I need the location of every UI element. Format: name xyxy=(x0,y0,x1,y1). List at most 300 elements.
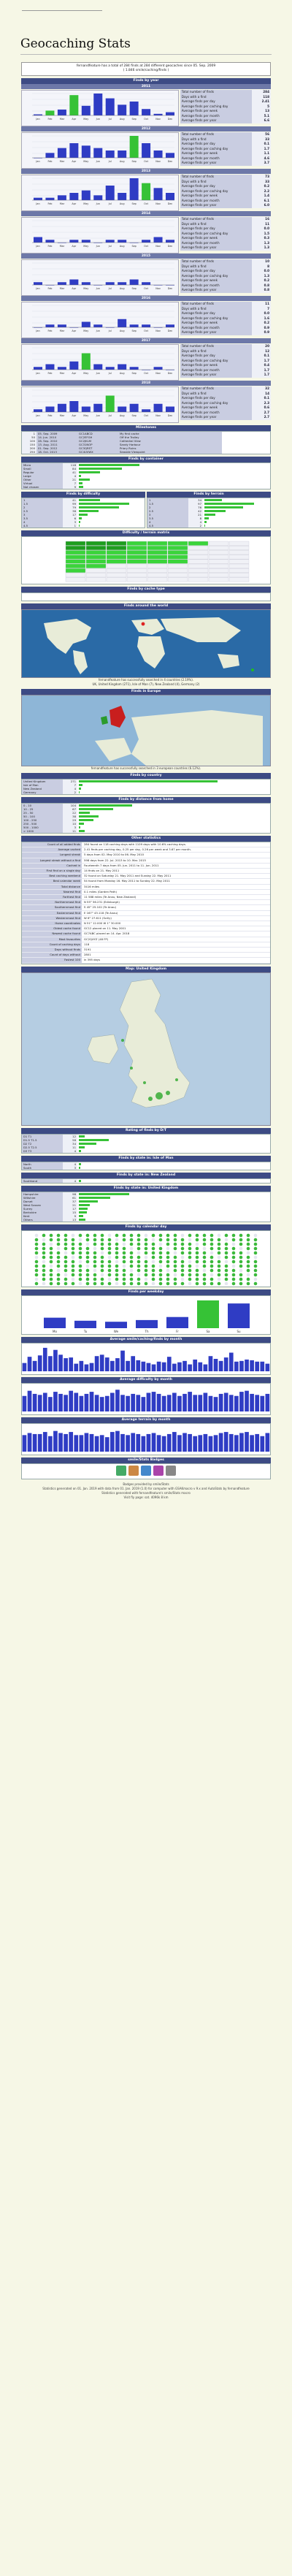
calendar-dot xyxy=(57,1273,61,1276)
state-nz-table xyxy=(21,1178,271,1184)
badges-strip xyxy=(21,1463,271,1479)
avg-bar xyxy=(214,1435,218,1452)
calendar-dot xyxy=(210,1233,214,1237)
badge-icon[interactable] xyxy=(141,1466,151,1476)
month-label: Apr xyxy=(72,160,77,163)
month-label: Feb xyxy=(47,245,53,248)
calendar-dot xyxy=(174,1251,177,1254)
other-row xyxy=(22,842,270,847)
avg-bar xyxy=(142,1361,146,1371)
dt-cell xyxy=(66,555,85,560)
month-label: Dec xyxy=(167,245,173,248)
calendar-dot xyxy=(72,1251,75,1254)
avg-diff-header: Average difficulty by month xyxy=(21,1377,271,1383)
weekday-label: Mo xyxy=(53,1329,57,1333)
calendar-dot xyxy=(108,1273,112,1276)
dt-cell xyxy=(229,555,249,560)
year-bar xyxy=(45,240,54,243)
calendar-dot xyxy=(130,1255,134,1259)
calendar-dot xyxy=(232,1264,236,1268)
calendar-dot xyxy=(239,1281,243,1285)
dt-cell xyxy=(168,568,188,573)
month-label: Nov xyxy=(155,414,161,417)
weekday-label: Sa xyxy=(206,1329,210,1333)
calendar-dot xyxy=(152,1238,155,1241)
calendar-dot xyxy=(86,1255,90,1259)
calendar-dot xyxy=(247,1277,250,1281)
avg-bar xyxy=(105,1395,110,1411)
milestones-table xyxy=(21,431,271,454)
stat-label: Average finds per day xyxy=(180,269,252,274)
calendar-dot xyxy=(210,1281,214,1285)
row-value: 1 xyxy=(63,524,77,527)
stat-label: Average finds per year xyxy=(180,373,252,378)
other-value: 32 found on Saturday 21. May 2011 and Sunday 22. May 2011 xyxy=(84,874,172,878)
row-value: 3 xyxy=(63,520,77,524)
avg-bar xyxy=(110,1361,115,1371)
stat-row xyxy=(180,288,271,293)
avg-bar xyxy=(234,1361,239,1371)
other-label: Fastest 100 xyxy=(22,958,82,962)
calendar-dot xyxy=(86,1268,90,1272)
calendar-dot xyxy=(174,1246,177,1250)
other-value: 3191 xyxy=(84,948,91,952)
row-value: 6 xyxy=(63,517,77,520)
row-label: Germany xyxy=(22,790,63,794)
calendar-dot xyxy=(239,1246,243,1250)
avg-bar xyxy=(115,1430,120,1451)
calendar-dot xyxy=(35,1233,39,1237)
calendar-dot xyxy=(181,1268,185,1272)
badge-icon[interactable] xyxy=(128,1466,139,1476)
other-row xyxy=(22,953,270,958)
avg-bar xyxy=(28,1357,32,1371)
dt-cell xyxy=(86,560,106,564)
month-label: Jan xyxy=(36,329,40,332)
stat-value: 7 xyxy=(252,307,271,312)
year-bar xyxy=(118,407,126,413)
avg-bar xyxy=(95,1395,99,1411)
year-bar xyxy=(142,282,150,285)
calendar-dot xyxy=(247,1233,250,1237)
year-panels xyxy=(21,84,271,423)
calendar-dot xyxy=(159,1281,163,1285)
row-bar xyxy=(79,503,129,505)
calendar-dot xyxy=(218,1251,221,1254)
year-bar xyxy=(82,322,91,328)
calendar-dot xyxy=(72,1264,75,1268)
calendar-dot xyxy=(50,1264,53,1268)
calendar-dot xyxy=(210,1273,214,1276)
other-label: Northernmost find xyxy=(22,900,82,904)
calendar-dot xyxy=(188,1242,192,1246)
calendar-dot xyxy=(225,1233,228,1237)
month-label: Mar xyxy=(59,372,65,375)
badge-icon[interactable] xyxy=(166,1466,176,1476)
distance-table xyxy=(21,803,271,834)
row-label: D3 T3 xyxy=(22,1149,63,1153)
row-label: 2.5 xyxy=(22,509,63,513)
other-value: GC7ABC placed on 14. Apr. 2018 xyxy=(84,931,130,936)
calendar-dot xyxy=(115,1255,119,1259)
avg-bar xyxy=(64,1434,68,1452)
year-bar xyxy=(82,282,91,285)
calendar-dot xyxy=(137,1251,141,1254)
other-value: 3416 miles xyxy=(84,884,99,888)
year-bar xyxy=(45,110,54,115)
avg-terr-chart xyxy=(21,1423,271,1455)
calendar-dot xyxy=(123,1273,126,1276)
stat-label: Average finds per day xyxy=(180,184,252,189)
calendar-dot xyxy=(79,1268,82,1272)
year-bar xyxy=(34,409,42,412)
stat-label: Average finds per week xyxy=(180,194,252,199)
weekday-label: Tu xyxy=(83,1329,88,1333)
stat-label: Average finds per week xyxy=(180,151,252,156)
calendar-dot xyxy=(57,1277,61,1281)
row-bar xyxy=(79,791,80,793)
calendar-dot xyxy=(50,1233,53,1237)
calendar-dot xyxy=(218,1233,221,1237)
dt-cell xyxy=(229,560,249,564)
month-label: Jan xyxy=(36,202,40,205)
calendar-dot xyxy=(72,1246,75,1250)
month-label: Jul xyxy=(108,202,112,205)
avg-bar xyxy=(193,1395,197,1411)
stat-row xyxy=(180,415,271,420)
year-stats xyxy=(180,90,271,126)
month-label: Apr xyxy=(72,329,77,332)
avg-bar xyxy=(126,1395,130,1411)
month-label: Jul xyxy=(108,160,112,163)
calendar-dot xyxy=(137,1268,141,1272)
calendar-dot xyxy=(203,1264,207,1268)
avg-bar xyxy=(80,1435,84,1452)
calendar-dot xyxy=(115,1277,119,1281)
calendar-dot xyxy=(166,1264,170,1268)
stat-label: Average finds per day xyxy=(180,99,252,104)
calendar-dot xyxy=(57,1264,61,1268)
avg-bar xyxy=(28,1433,32,1452)
cache-type-strip xyxy=(21,592,271,601)
month-label: Dec xyxy=(167,202,173,205)
row-bar xyxy=(79,521,80,523)
row-label: D2.5 T2.5 xyxy=(22,1146,63,1149)
avg-bar xyxy=(38,1434,42,1452)
year-bar xyxy=(34,198,42,200)
calendar-dot xyxy=(86,1277,90,1281)
year-bar xyxy=(142,109,150,115)
calendar-dot xyxy=(196,1268,199,1272)
table-row xyxy=(22,790,270,794)
container-table xyxy=(21,462,271,489)
calendar-dot xyxy=(254,1255,258,1259)
dt-cell xyxy=(86,568,106,573)
calendar-dot xyxy=(50,1242,53,1246)
month-label: Jan xyxy=(36,287,40,290)
year-chart-svg xyxy=(22,91,177,124)
month-label: Jun xyxy=(96,202,100,205)
calendar-dot xyxy=(196,1281,199,1285)
row-bar xyxy=(79,510,99,512)
calendar-dot xyxy=(210,1260,214,1263)
avg-bar xyxy=(162,1362,166,1371)
year-chart xyxy=(21,90,179,126)
year-bar xyxy=(93,148,102,158)
calendar-dot xyxy=(174,1277,177,1281)
calendar-dot xyxy=(166,1268,170,1272)
dt-cell xyxy=(147,550,167,555)
calendar-dot xyxy=(108,1268,112,1272)
row-bar xyxy=(79,517,82,519)
dt-cell xyxy=(107,546,126,550)
calendar-dot xyxy=(108,1246,112,1250)
stat-row xyxy=(180,330,271,335)
avg-bar xyxy=(204,1392,208,1411)
year-stats xyxy=(180,132,271,169)
row-label: Hampshire xyxy=(22,1192,63,1196)
row-label: 3 xyxy=(147,513,188,517)
row-value: 41 xyxy=(63,498,77,502)
dt-cell xyxy=(107,541,126,546)
row-label: 500 - 1000 xyxy=(22,826,63,829)
calendar-dot xyxy=(130,1273,134,1276)
calendar-dot xyxy=(232,1277,236,1281)
stat-value: 2.7 xyxy=(252,415,271,420)
calendar-dot xyxy=(188,1233,192,1237)
calendar-dot xyxy=(101,1238,104,1241)
row-value: 67 xyxy=(63,807,77,811)
calendar-dot xyxy=(174,1238,177,1241)
year-stats xyxy=(180,259,271,296)
badge-icon[interactable] xyxy=(116,1466,126,1476)
year-bar xyxy=(130,404,139,412)
milestone-cell: Sandy Harbour xyxy=(118,443,222,446)
other-label: Longest streak xyxy=(22,853,82,857)
europe-map-svg xyxy=(22,696,270,766)
stat-label: Average finds per week xyxy=(180,109,252,114)
milestone-cell: Cathedral View xyxy=(118,439,222,443)
row-label: Kent xyxy=(22,1214,63,1218)
calendar-dot xyxy=(247,1273,250,1276)
dt-cell xyxy=(107,550,126,555)
dt-cell xyxy=(107,564,126,568)
footer-line-4: Visit fly page: sat. 4096k 8 km xyxy=(123,1495,169,1499)
row-label: Surrey xyxy=(22,1207,63,1211)
avg-bar xyxy=(53,1349,58,1371)
calendar-dot xyxy=(145,1246,148,1250)
calendar-dot xyxy=(218,1260,221,1263)
calendar-dot xyxy=(130,1281,134,1285)
calendar-grid xyxy=(21,1230,271,1287)
year-block xyxy=(21,259,271,296)
stat-value: 2.3 xyxy=(252,401,271,406)
other-value: 14 finds on 21. May 2011 xyxy=(84,869,120,873)
row-label: D1 T1 xyxy=(22,1135,63,1138)
avg-bar xyxy=(131,1433,135,1452)
calendar-dot xyxy=(210,1238,214,1241)
year-bar xyxy=(130,102,139,115)
calendar-dot xyxy=(225,1242,228,1246)
year-subheader: 2013 xyxy=(21,169,271,174)
avg-bar xyxy=(224,1392,228,1411)
avg-bar xyxy=(136,1395,140,1411)
stat-label: Average finds per year xyxy=(180,330,252,335)
calendar-dot xyxy=(225,1268,228,1272)
calendar-dot xyxy=(64,1246,68,1250)
other-row xyxy=(22,931,270,937)
dt-cell xyxy=(66,564,85,568)
milestone-cell: GC31NOP xyxy=(77,443,118,446)
weekday-label: Th xyxy=(145,1329,149,1333)
year-bar xyxy=(45,365,54,370)
year-subheader: 2015 xyxy=(21,254,271,259)
stat-value: 56 xyxy=(252,132,271,137)
stat-label: Average finds per caching day xyxy=(180,189,252,194)
avg-bar xyxy=(147,1434,151,1452)
stat-value: 5 xyxy=(252,104,271,110)
row-value: 3 xyxy=(63,826,77,829)
calendar-dot xyxy=(254,1242,258,1246)
stat-value: 118 xyxy=(252,95,271,100)
calendar-dot xyxy=(137,1277,141,1281)
calendar-dot xyxy=(159,1246,163,1250)
calendar-dot xyxy=(35,1268,39,1272)
stat-label: Total number of finds xyxy=(180,302,252,307)
calendar-dot xyxy=(239,1260,243,1263)
avg-bar xyxy=(147,1363,151,1371)
calendar-dot xyxy=(254,1264,258,1268)
dt-cell xyxy=(188,550,208,555)
month-label: Sep xyxy=(131,372,137,375)
other-label: Best calendar week xyxy=(22,879,82,883)
month-label: Feb xyxy=(47,202,53,205)
calendar-dot xyxy=(152,1281,155,1285)
dt-cell xyxy=(209,541,228,546)
other-label: Newest cache found xyxy=(22,931,82,936)
month-label: Jan xyxy=(36,245,40,248)
avg-bar xyxy=(239,1361,244,1371)
month-label: May xyxy=(83,287,89,290)
dt-cell xyxy=(127,564,147,568)
calendar-dot xyxy=(181,1277,185,1281)
calendar-dot xyxy=(188,1255,192,1259)
calendar-dot xyxy=(108,1260,112,1263)
month-label: Jun xyxy=(96,329,100,332)
calendar-dot xyxy=(50,1255,53,1259)
dt-matrix-header: Difficulty / terrain matrix xyxy=(21,530,271,536)
month-label: Mar xyxy=(59,414,65,417)
avg-bar xyxy=(229,1395,234,1411)
row-label: > 1000 xyxy=(22,829,63,833)
calendar-dot xyxy=(130,1264,134,1268)
month-label: Oct xyxy=(144,372,149,375)
calendar-dot xyxy=(108,1251,112,1254)
dt-cell xyxy=(147,568,167,573)
stat-value: 2.2 xyxy=(252,189,271,194)
stat-value: 6.1 xyxy=(252,199,271,204)
dt-cell xyxy=(168,560,188,564)
dt-cell xyxy=(127,555,147,560)
avg-bar xyxy=(209,1436,213,1451)
stat-label: Average finds per week xyxy=(180,363,252,368)
row-value: 4 xyxy=(63,474,77,478)
month-label: Jan xyxy=(36,372,40,375)
stat-value: 0.1 xyxy=(252,396,271,401)
row-value: 84 xyxy=(63,467,77,470)
avg-bar xyxy=(157,1435,161,1452)
dt-cell xyxy=(107,578,126,582)
month-label: Apr xyxy=(72,245,77,248)
calendar-dot xyxy=(86,1246,90,1250)
stat-label: Days with a find xyxy=(180,392,252,397)
avg-bar xyxy=(266,1394,270,1411)
other-label: Oldest cache found xyxy=(22,926,82,931)
stat-value: 0.1 xyxy=(252,142,271,147)
calendar-dot xyxy=(218,1246,221,1250)
row-value: 9 xyxy=(63,485,77,489)
avg-bar xyxy=(204,1364,208,1371)
calendar-dot xyxy=(93,1268,97,1272)
dt-cell xyxy=(107,560,126,564)
dt-cell xyxy=(168,578,188,582)
year-chart xyxy=(21,132,179,169)
uk-map-header: Map: United Kingdom xyxy=(21,967,271,972)
month-label: Jul xyxy=(108,414,112,417)
world-caption: fernandfeature has successfully searched in 4 countries (2.19%). xyxy=(98,678,194,682)
badge-icon[interactable] xyxy=(153,1466,164,1476)
table-row xyxy=(147,524,270,527)
avg-bar xyxy=(266,1363,270,1371)
calendar-dot xyxy=(254,1238,258,1241)
year-bar xyxy=(93,94,102,115)
other-row xyxy=(22,937,270,942)
year-bar xyxy=(34,237,42,243)
avg-bar xyxy=(157,1361,161,1371)
avg-bar xyxy=(182,1361,187,1371)
calendar-dot xyxy=(93,1233,97,1237)
stat-label: Days with a find xyxy=(180,180,252,185)
dt-cell xyxy=(188,568,208,573)
calendar-dot xyxy=(247,1242,250,1246)
avg-bar xyxy=(219,1361,223,1371)
stat-value: 0.2 xyxy=(252,184,271,189)
other-value: 598 days from 22. Jul. 2013 to 10. Mar. 2015 xyxy=(84,858,146,862)
year-bar xyxy=(118,150,126,158)
dt-cell xyxy=(229,573,249,577)
year-chart-svg xyxy=(22,387,177,421)
avg-bar xyxy=(182,1394,187,1411)
row-label: 3 xyxy=(22,513,63,517)
year-bar xyxy=(58,282,66,285)
state-uk-table xyxy=(21,1192,271,1222)
stat-row xyxy=(180,373,271,378)
dt-cell xyxy=(209,564,228,568)
calendar-dot xyxy=(86,1238,90,1241)
month-label: Aug xyxy=(119,202,125,205)
calendar-dot xyxy=(166,1233,170,1237)
avg-bar xyxy=(172,1392,177,1411)
stat-label: Total number of finds xyxy=(180,90,252,95)
calendar-dot xyxy=(130,1260,134,1263)
stat-value: 33 xyxy=(252,137,271,142)
dt-cell xyxy=(188,578,208,582)
top-divider xyxy=(22,10,102,11)
other-value: in 395 days xyxy=(84,958,101,962)
dt-cell xyxy=(107,568,126,573)
calendar-dot xyxy=(57,1238,61,1241)
milestone-cell: 14. Jun. 2010 xyxy=(36,435,77,439)
